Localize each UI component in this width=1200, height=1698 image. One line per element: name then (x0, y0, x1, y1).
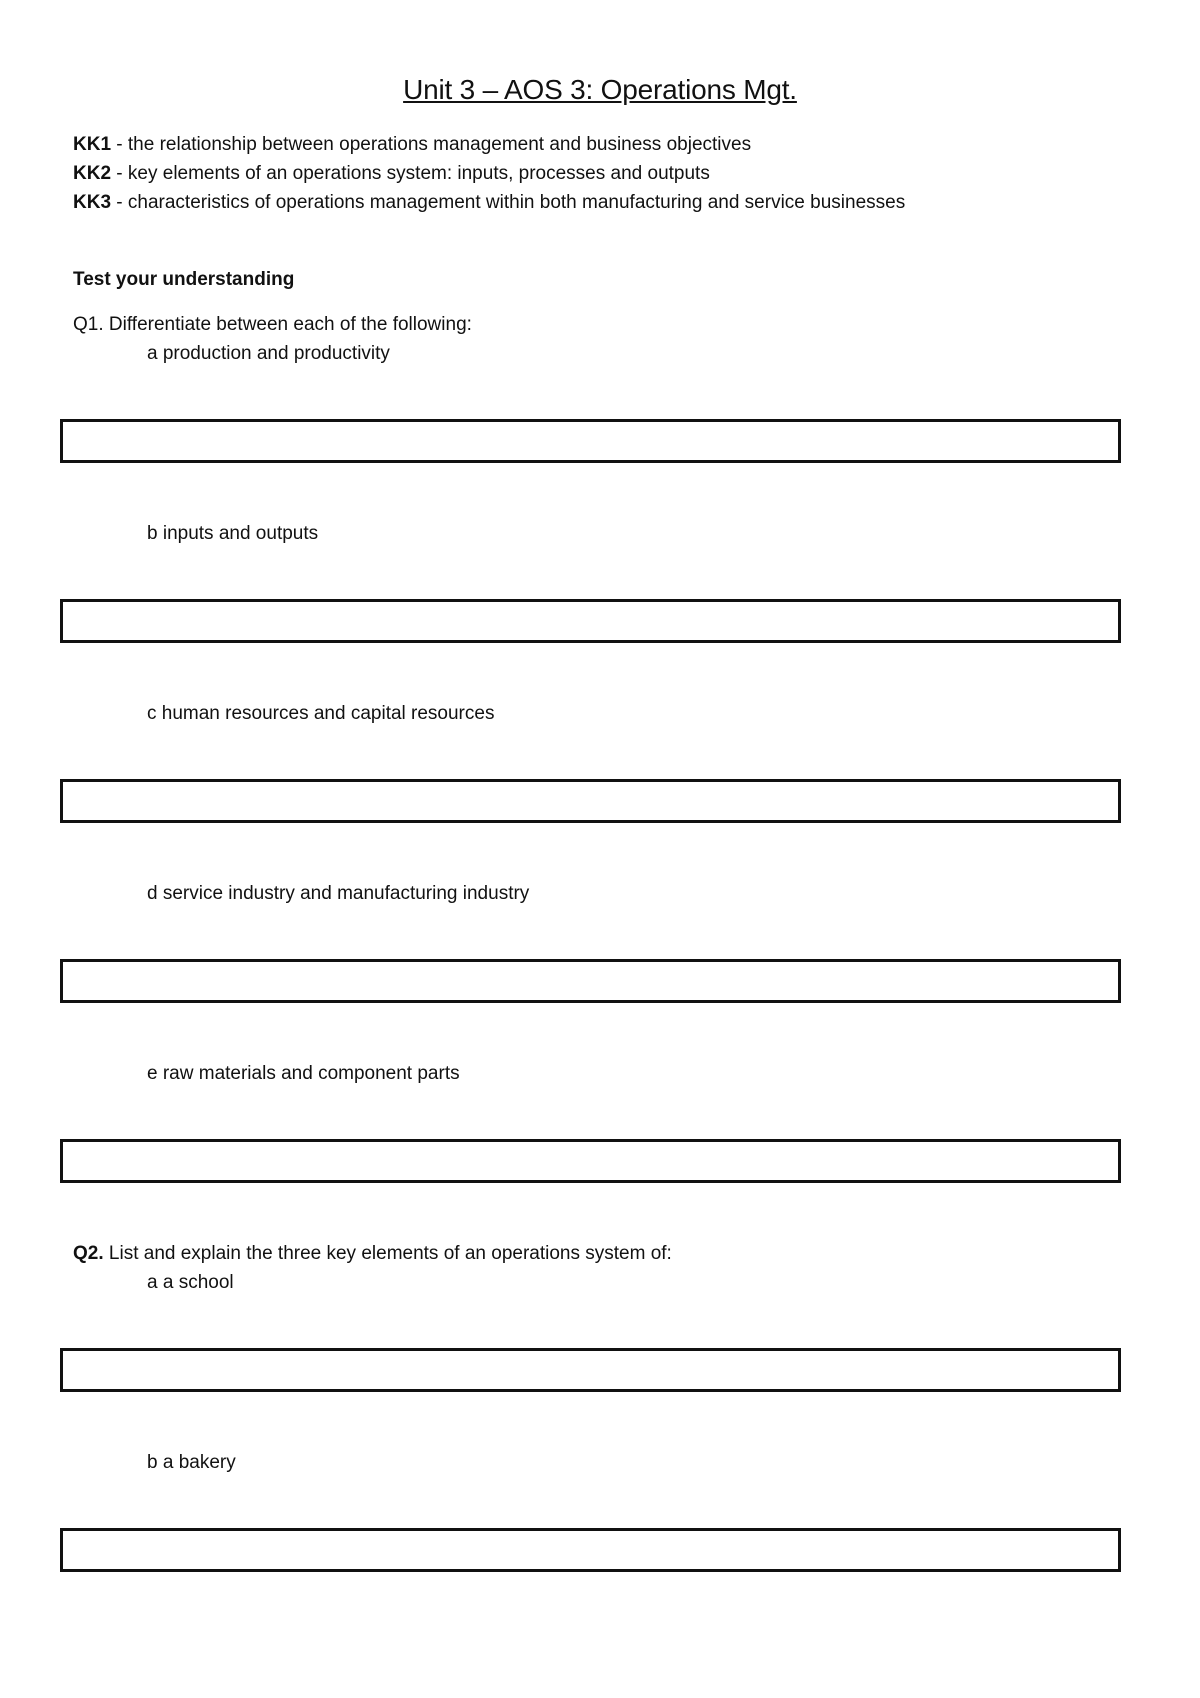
q1-part-c-label: c human resources and capital resources (147, 703, 495, 724)
question-1 (73, 314, 472, 336)
q2-part-b-answer-box[interactable] (60, 1528, 1121, 1572)
q2-part-b-label: b a bakery (147, 1452, 236, 1473)
q1-part-d-answer-box[interactable] (60, 959, 1121, 1003)
q1-part-e-answer-box[interactable] (60, 1139, 1121, 1183)
kk-text: - key elements of an operations system: inputs, processes and outputs (111, 163, 710, 184)
q1-part-b-answer-box[interactable] (60, 599, 1121, 643)
question-2 (73, 1243, 672, 1265)
kk-code: KK2 (73, 163, 112, 184)
question-number: Q1 (73, 314, 99, 335)
q1-part-a-answer-box[interactable] (60, 419, 1121, 463)
q1-part-a-label: a production and productivity (147, 343, 390, 364)
q1-part-c-answer-box[interactable] (60, 779, 1121, 823)
q1-part-d-label: d service industry and manufacturing industry (147, 883, 530, 904)
kk-text: - the relationship between operations management and business objectives (111, 134, 752, 155)
question-prompt: . Differentiate between each of the following: (98, 314, 472, 335)
key-knowledge-2 (73, 163, 710, 185)
question-number: Q2. (73, 1243, 104, 1264)
q2-part-a-label: a a school (147, 1272, 234, 1293)
page-title: Unit 3 – AOS 3: Operations Mgt. (403, 74, 797, 105)
q1-part-e-label: e raw materials and component parts (147, 1063, 460, 1084)
section-heading: Test your understanding (73, 269, 295, 290)
key-knowledge-3 (73, 192, 905, 214)
kk-code: KK3 (73, 192, 112, 213)
q1-part-b-label: b inputs and outputs (147, 523, 319, 544)
key-knowledge-1 (73, 134, 751, 156)
q2-part-a-answer-box[interactable] (60, 1348, 1121, 1392)
kk-text: - characteristics of operations management within both manufacturing and service businesses (111, 192, 906, 213)
kk-code: KK1 (73, 134, 112, 155)
question-prompt: List and explain the three key elements of an operations system of: (103, 1243, 672, 1264)
